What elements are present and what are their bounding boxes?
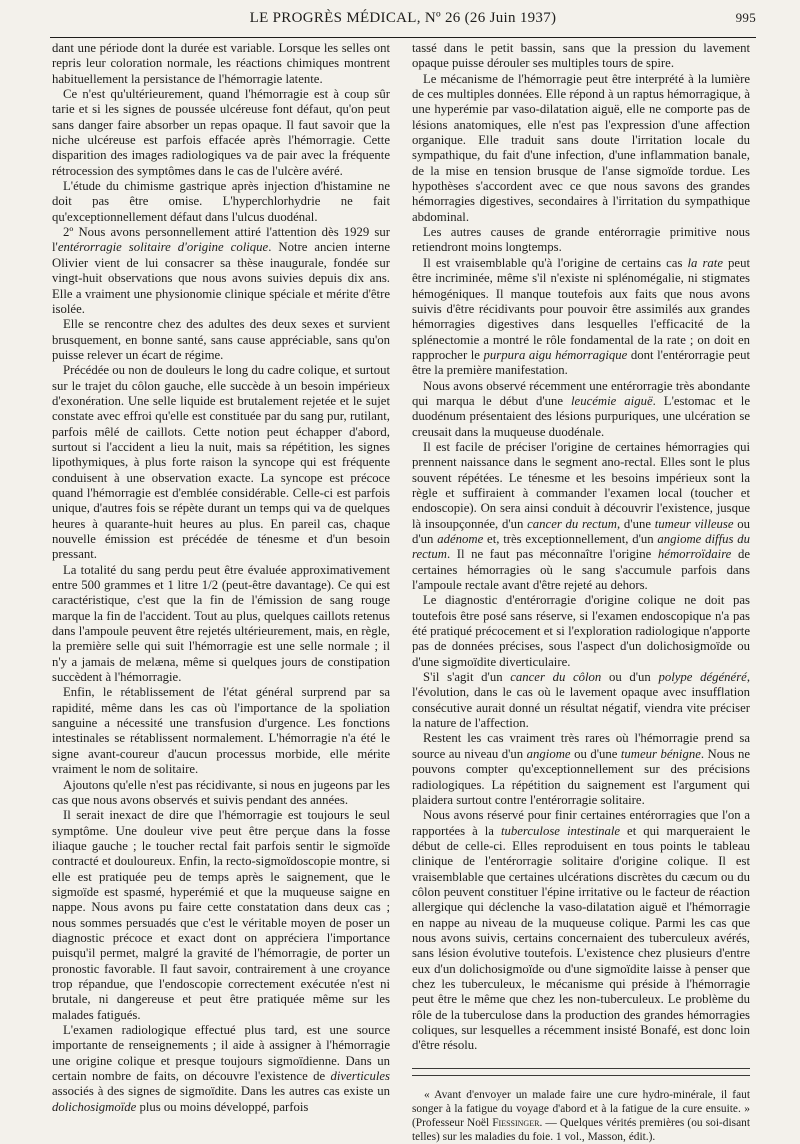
emphasis-text: tumeur villeuse — [654, 516, 734, 531]
paragraph — [52, 225, 390, 317]
text-run: Fiessinger — [492, 1116, 540, 1129]
paragraph — [412, 225, 750, 256]
emphasis-text: cancer du côlon — [510, 670, 602, 685]
emphasis-text: dolichosigmoïde — [52, 1099, 137, 1114]
paragraph — [412, 808, 750, 1054]
emphasis-text: entérorragie solitaire d'origine colique — [57, 240, 269, 255]
text-run: Précédée ou non de douleurs le long du cadre colique, et surtout sur le trajet du côlon gauche, elle succède à un besoin impérieux d'exonération. Une selle liquide est brutalement rejetée et le sujet constate avec effroi qu'elle est constituée par du sang pur, rutilant, parfois mêlé de caillots. Cette notion peut échapper d'abord, surtout si l'accident a lieu la nuit, mais sa répétition, les signes lipothymiques, à plus forte raison la syncope qui est fréquente conduisent à une observation exacte. La syncope est précoce quand l'hémorragie est d'emblée considérable. Celle-ci est parfois unique, d'autres fois se répète durant un temps qui va de quelques heures à quarante-huit heures au plus. En pareil cas, chaque nouvelle émission est précédée de ténesme et d'un besoin pressant. — [52, 363, 390, 562]
text-run: « Avant d'envoyer un malade faire une cure hydro-minérale, il faut songer à la fatigue du voyage d'abord et à la fatigue de la cure ensuite. » (Professeur Noël — [412, 1088, 750, 1129]
paragraph — [52, 363, 390, 562]
paragraph — [412, 731, 750, 808]
paragraph — [52, 317, 390, 363]
emphasis-text: la rate — [687, 255, 723, 270]
text-run: Enfin, le rétablissement de l'état général surprend par sa rapidité, même dans les cas où l'importance de la spoliation sanguine a nécessité une transfusion d'urgence. Les fonctions intestinales se rétablissent normalement. L'hémorragie n'a été le signe avant-coureur d'aucun processus morbide, elle mérite vraiment le nom de solitaire. — [52, 685, 390, 777]
text-run: S'il s'agit d'un — [423, 670, 511, 685]
text-run: , l'évolution, dans le cas où le lavement opaque avec insufflation consécutive aurait donné un résultat négatif, viendra vite préciser la nature de l'affection. — [412, 670, 751, 731]
text-run: Le mécanisme de l'hémorragie peut être interprété à la lumière de ces multiples données. Elle répond à un raptus hémorragique, à une hyperémie par vaso-dilatation aiguë, elle ne comporte pas de lésions anatomiques, elle n'est pas l'expression d'une affection organique. Elle traduit sans doute l'irritation locale du sympathique, du fait d'une infection, d'une inflammation banale, de la mise en tension brusque de l'anse sigmoïde tordue. Les hypothèses s'accordent avec ce que nous savons des grandes hémorragies digestives, secondaires à l'irritation du sympathique abdominal. — [412, 71, 750, 224]
emphasis-text: tuberculose intestinale — [500, 823, 621, 838]
text-run: Il est vraisemblable qu'à l'origine de certains cas — [423, 255, 688, 270]
text-run: . Nous ne pouvons compter qu'exceptionnellement sur des précisions radiologiques. La répétition du saignement est l'argument qui plaidera surtout contre l'entérorragie solitaire. — [412, 746, 750, 807]
paragraph — [412, 72, 750, 225]
text-run: dant une période dont la durée est variable. Lorsque les selles ont repris leur coloration normale, les réactions chimiques montrent habituellement la persistance de l'hémorragie latente. — [52, 41, 390, 86]
paragraph — [412, 440, 750, 593]
paragraph — [52, 87, 390, 179]
text-run: La totalité du sang perdu peut être évaluée approximativement entre 500 grammes et 1 litre 1/2 (peut-être davantage). Ce qui est caractéristique, c'est que la fin de l'émission de sang rouge marque la fin de l'accident. Tout au plus, quelques caillots retenus dans l'ampoule peuvent être rejetés ultérieurement, mais, en règle, la première selle qui suit l'hémorragie est une selle normale ; il n'y a jamais de melæna, même si quelques jours de constipation succèdent à l'hémorragie. — [52, 562, 390, 685]
paragraph — [412, 379, 750, 440]
text-run: peut être incriminée, même s'il n'existe ni splénomégalie, ni stigmates hémogéniques. Il manque toutefois aux faits que nous avons suivis d'être récidivants pour pouvoir être assimilés aux grandes hémorragies digestives dans lesquelles l'efficacité de la splénectomie a montré le rôle fondamental de la rate ; on doit en rapprocher le — [412, 255, 750, 362]
right-column — [412, 41, 750, 1144]
text-run: Il serait inexact de dire que l'hémorragie est toujours le seul symptôme. Une douleur vive peut être perçue dans la fosse iliaque gauche ; le toucher rectal fait parfois sentir le sigmoïde contracté et douloureux. Enfin, la recto-sigmoïdoscopie montre, si elle est pratiquée peu de temps après le saignement, que le sigmoïde est spasmé, hyperémié et que la muqueuse saigne en nappe. Nous avons pu faire cette constatation dans deux cas ; nous sommes persuadés que c'est le véritable moyen de poser un diagnostic précoce et exact dont on appréciera l'importance puisqu'il permet, malgré la gravité de l'hémorragie, de porter un pronostic favorable. Il faut savoir, contrairement à une croyance trop répandue, que l'endoscopie correctement exécutée n'est ni brutale, ni dangereuse et peut être pratiquée même sur les malades fatigués. — [52, 808, 390, 1022]
text-run: tassé dans le petit bassin, sans que la pression du lavement opaque puisse dérouler ses multiples tours de spire. — [412, 41, 750, 71]
text-run: Restent les cas vraiment très rares où l'hémorragie prend sa source au niveau d'un — [412, 731, 750, 761]
paragraph — [52, 778, 390, 809]
paragraph — [52, 563, 390, 686]
paragraph — [52, 808, 390, 1023]
journal-title: LE PROGRÈS MÉDICAL, Nº 26 (26 Juin 1937) — [249, 10, 557, 26]
footnote — [412, 1088, 750, 1144]
text-run: Il est facile de préciser l'origine de certaines hémorragies qui prennent naissance dans le segment ano-rectal. Elles sont le plus souvent répétées. Le ténesme et les besoins impérieux sont la règle et suffiraient à commander l'examen local (toucher et endoscopie). On sera ainsi conduit à découvrir l'existence, jusque là insoupçonnée, d'un — [412, 439, 750, 531]
text-run: de certaines hémorragies où le sang s'accumule parfois dans l'ampoule rectale avant d'être rejeté au dehors. — [412, 547, 750, 593]
text-run: Nous avons observé récemment une entérorragie très abondante qui marqua le début d'une — [412, 378, 750, 408]
running-header — [50, 10, 756, 32]
page-number: 995 — [735, 10, 756, 25]
text-run: . Notre ancien interne Olivier vient de lui consacrer sa thèse inaugurale, fondée sur vingt-huit observations que nous avons suivies depuis dix ans. Elle a vraiment une physionomie clinique spéciale et mérite d'être isolée. — [52, 240, 391, 316]
emphasis-text: angiome diffus du rectum — [412, 532, 750, 562]
footnote-text — [412, 1088, 750, 1144]
text-run: et qui marqueraient le début de celle-ci. Elles reproduisent en tous points le tableau clinique de l'entérorragie solitaire d'origine colique. Il est vraisemblable que certaines ulcérations discrètes du cæcum ou du côlon peuvent constituer l'épine irritative ou le facteur de réaction allergique qui déclenche la vaso-dilatation aiguë et l'hémorragie en nappe au niveau de la muqueuse colique. Parmi les cas que nous avons suivis, certains concernaient des tuberculeux avérés, sans lésion évolutive toutefois. L'existence chez plusieurs d'entre eux d'un dolichosigmoïde ou d'une sigmoïdite laisse à penser que chez les tuberculeux, le mécanisme qui préside à l'hémorragie peut être le même que chez les non-tuberculeux. Le problème du rôle de la tuberculose dans la production des grandes hémorragies coliques, sur lesquelles a récemment insisté Bonafé, est donc loin d'être résolu. — [412, 823, 750, 1053]
text-run: . Il ne faut pas méconnaître l'origine — [446, 547, 658, 562]
emphasis-text: polype dégénéré — [658, 670, 747, 685]
emphasis-text: adénome — [437, 532, 484, 546]
paragraph — [52, 179, 390, 225]
text-run: 2º Nous avons personnellement attiré l'attention dès 1929 sur l' — [52, 225, 390, 255]
emphasis-text: angiome — [526, 746, 571, 761]
paragraph — [412, 41, 750, 72]
emphasis-text: hémorroïdaire — [657, 547, 732, 562]
text-run: associés à des signes de sigmoïdite. Dans les autres cas existe un — [52, 1084, 390, 1099]
emphasis-text: tumeur bénigne — [620, 746, 701, 761]
text-run: ou d'une — [570, 746, 621, 761]
text-run: ou d'un — [412, 516, 750, 546]
text-run: , d'une — [616, 516, 655, 531]
emphasis-text: cancer du rectum — [527, 516, 617, 531]
paragraph — [412, 593, 750, 670]
text-run: L'étude du chimisme gastrique après injection d'histamine ne doit pas être omise. L'hyperchlorhydrie ne fait qu'exceptionnellement défaut dans l'ulcus duodénal. — [52, 179, 390, 224]
text-run: ou d'un — [601, 670, 659, 685]
text-run: . — Quelques vérités premières (ou soi-disant telles) sur les maladies du foie. 1 vol., Masson, édit.). — [412, 1116, 750, 1143]
emphasis-text: diverticules — [330, 1069, 390, 1084]
text-run: Elle se rencontre chez des adultes des deux sexes et survient brusquement, en bonne santé, sans cause appréciable, sans qu'on puisse relever un écart de régime. — [52, 317, 390, 362]
text-run: Ce n'est qu'ultérieurement, quand l'hémorragie est à coup sûr tarie et si les signes de poussée ulcéreuse font défaut, qu'on peut sans danger faire absorber un repas opaque. Il faut savoir que la niche ulcéreuse est parfois effacée après l'hémorragie. Cette disparition des images radiologiques va de pair avec la fréquente rétrocession des symptômes dans le cas de l'ulcère avéré. — [52, 87, 390, 178]
left-column — [52, 41, 390, 1115]
paragraph — [412, 256, 750, 379]
text-run: Nous avons réservé pour finir certaines entérorragies que l'on a rapportées à la — [412, 808, 750, 838]
paragraph — [52, 41, 390, 87]
footnote-separator — [412, 1068, 750, 1076]
paragraph — [52, 1023, 390, 1115]
text-run: plus ou moins développé, parfois — [136, 1099, 309, 1114]
text-run: Les autres causes de grande entérorragie primitive nous retiendront moins longtemps. — [412, 225, 750, 255]
text-run: L'examen radiologique effectué plus tard, est une source importante de renseignements ; il aide à assigner à l'hémorragie une origine colique et presque toujours sigmoïdienne. Dans un certain nombre de faits, on découvre l'existence de — [52, 1023, 390, 1084]
paragraph — [412, 670, 750, 731]
emphasis-text: leucémie aiguë — [571, 393, 653, 408]
right-column-text — [412, 41, 750, 1054]
paragraph — [52, 685, 390, 777]
text-run: et, très exceptionnellement, d'un — [483, 532, 658, 546]
text-run: dont l'entérorragie peut être la première manifestation. — [412, 347, 751, 378]
text-run: . L'estomac et le duodénum présentaient des lésions purpuriques, une ulcération se creusait dans la muqueuse duodénale. — [412, 393, 750, 439]
text-run: Le diagnostic d'entérorragie d'origine colique ne doit pas toutefois être posé sans réserve, si l'examen endoscopique n'a pas été pratiqué précocement et si l'exploration radiologique n'apporte pas de données précises, sous l'aspect d'un dolichosigmoïde ou d'une sigmoïdite diverticulaire. — [412, 593, 750, 669]
header-rule — [50, 37, 756, 38]
emphasis-text: purpura aigu hémorragique — [483, 347, 628, 362]
text-run: Ajoutons qu'elle n'est pas récidivante, si nous en jugeons par les cas que nous avons observés et suivis pendant des années. — [52, 777, 390, 807]
